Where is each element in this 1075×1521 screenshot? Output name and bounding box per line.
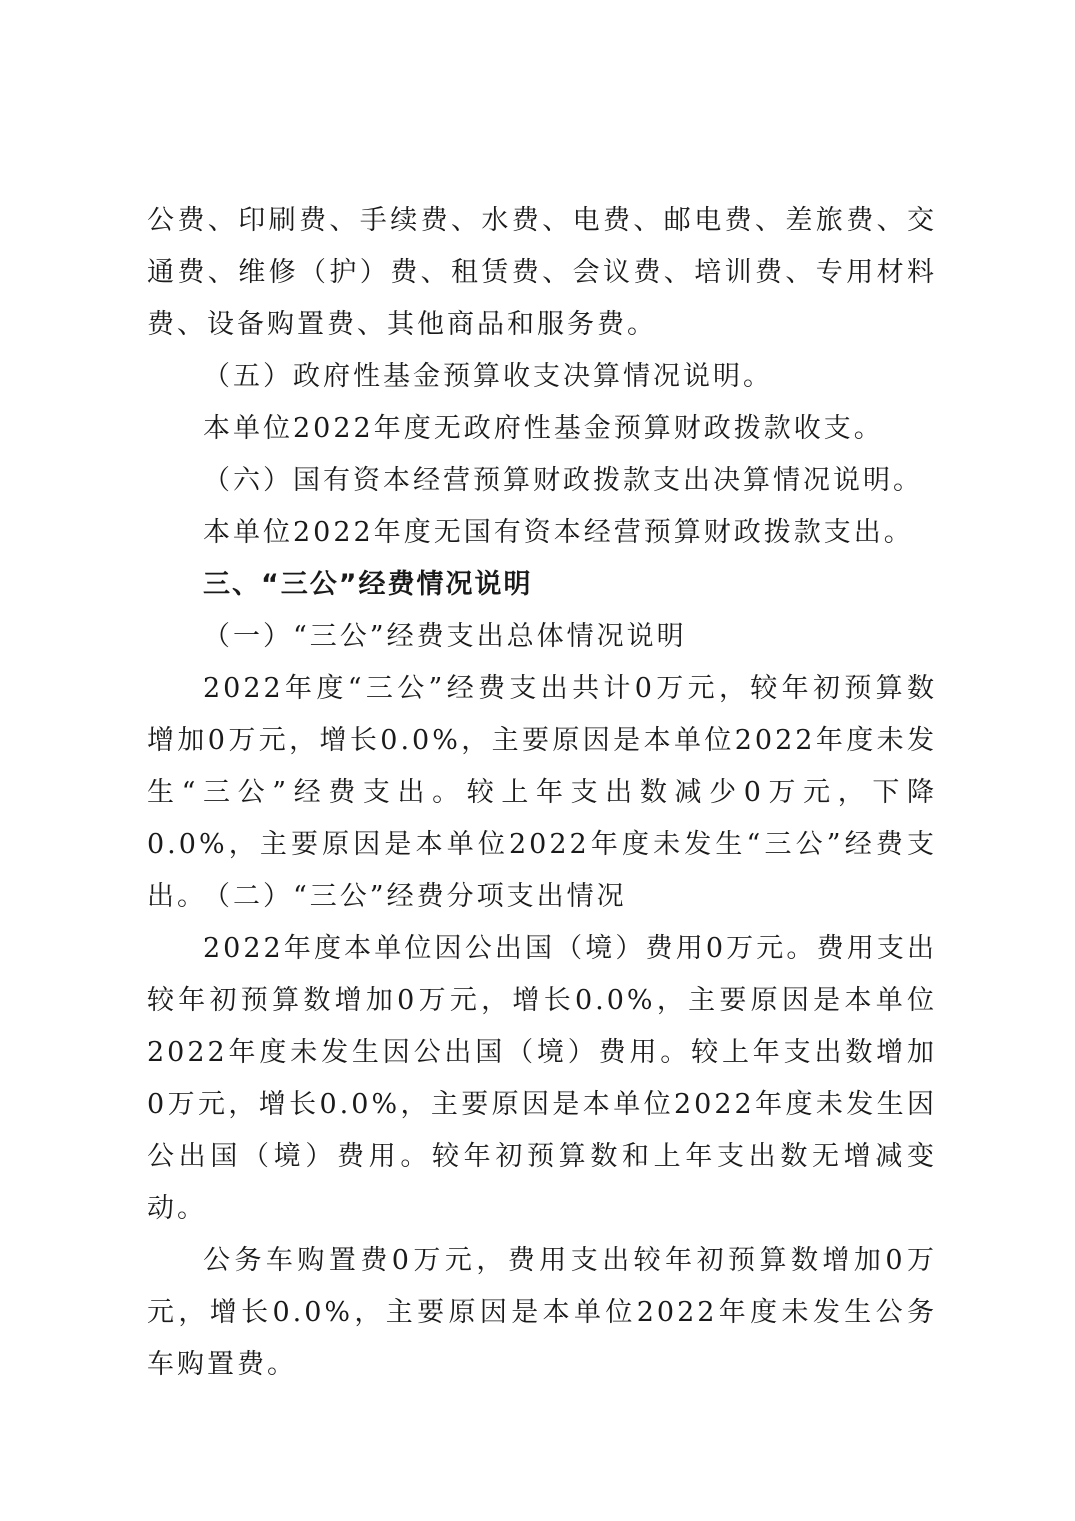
paragraph-vehicle-purchase-expenses: 公务车购置费0万元，费用支出较年初预算数增加0万元，增长0.0%，主要原因是本单位2022年度未发生公务车购置费。 bbox=[147, 1245, 937, 1380]
section-heading-three-public-expenses: 三、“三公”经费情况说明 bbox=[203, 569, 533, 600]
paragraph-expense-list: 公费、印刷费、手续费、水费、电费、邮电费、差旅费、交通费、维修（护）费、租赁费、会议费、培训费、专用材料费、设备购置费、其他商品和服务费。 bbox=[147, 205, 937, 340]
heading-overall-expenses: （一）“三公”经费支出总体情况说明 bbox=[203, 621, 687, 652]
heading-government-fund-budget: （五）政府性基金预算收支决算情况说明。 bbox=[203, 361, 773, 392]
paragraph-government-fund-budget: 本单位2022年度无政府性基金预算财政拨款收支。 bbox=[203, 413, 884, 444]
paragraph-overall-expenses: 2022年度“三公”经费支出共计0万元，较年初预算数增加0万元，增长0.0%，主要原因是本单位2022年度未发生“三公”经费支出。较上年支出数减少0万元，下降0.0%，主要原因是本单位2022年度未发生“三公”经费支出。 bbox=[147, 673, 937, 912]
paragraph-overseas-travel-expenses: 2022年度本单位因公出国（境）费用0万元。费用支出较年初预算数增加0万元，增长0.0%，主要原因是本单位2022年度未发生因公出国（境）费用。较上年支出数增加0万元，增长0.0%，主要原因是本单位2022年度未发生因公出国（境）费用。较年初预算数和上年支出数无增减变动。 bbox=[147, 933, 938, 1224]
heading-itemized-expenses: （二）“三公”经费分项支出情况 bbox=[203, 881, 627, 912]
heading-state-capital-budget: （六）国有资本经营预算财政拨款支出决算情况说明。 bbox=[203, 465, 923, 496]
paragraph-state-capital-budget: 本单位2022年度无国有资本经营预算财政拨款支出。 bbox=[203, 517, 914, 548]
